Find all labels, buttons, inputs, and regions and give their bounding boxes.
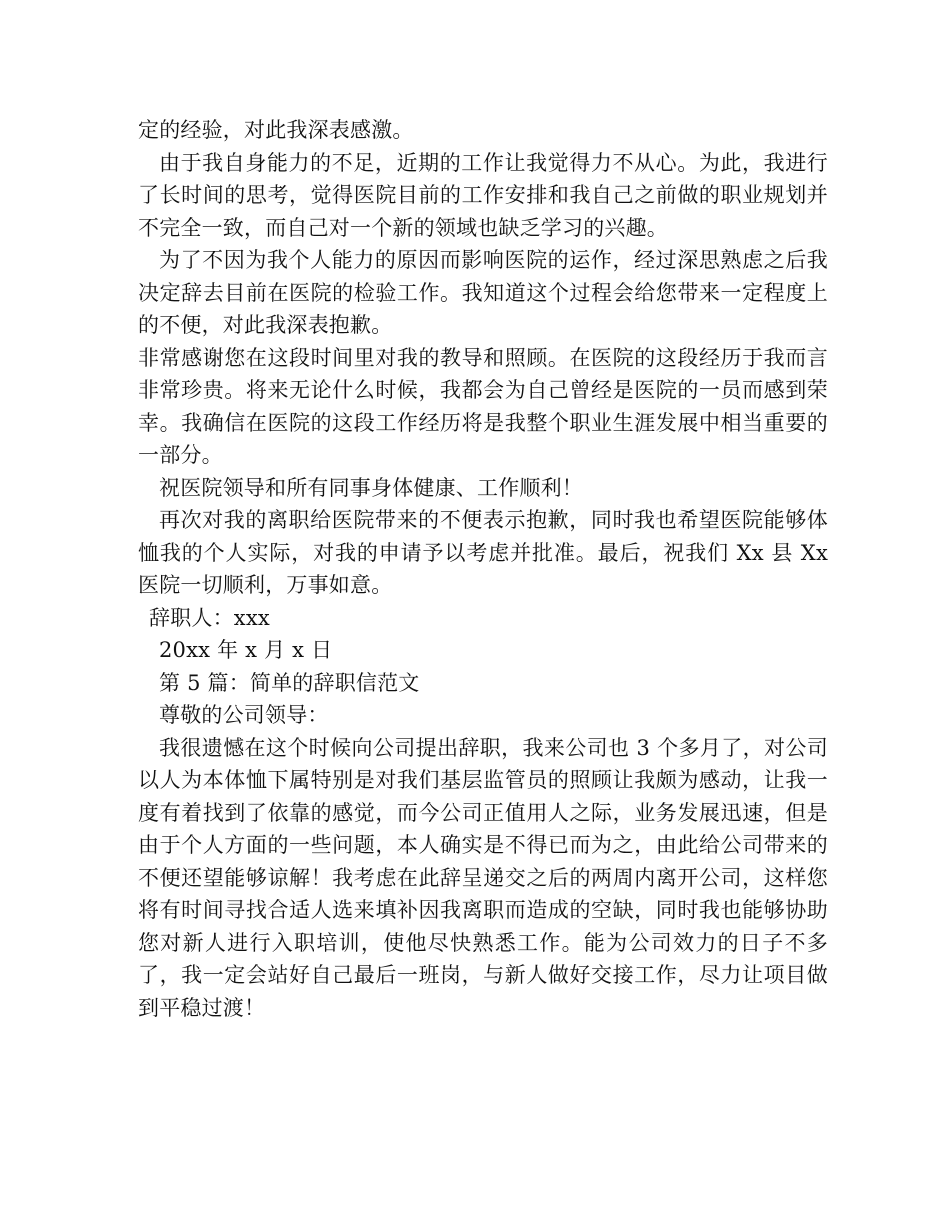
paragraph-wishes: 祝医院领导和所有同事身体健康、工作顺利！ bbox=[159, 475, 583, 500]
salutation: 尊敬的公司领导： bbox=[159, 703, 329, 727]
date-line: 20xx 年 x 月 x 日 bbox=[159, 638, 333, 662]
paragraph-apology: 再次对我的离职给医院带来的不便表示抱歉，同时我也希望医院能够体恤我的个人实际，对我的申请予以考虑并批准。最后，祝我们 Xx 县 Xx 医院一切顺利，万事如意。 bbox=[138, 508, 828, 597]
paragraph-gratitude-end: 定的经验，对此我深表感激。 bbox=[138, 118, 414, 142]
paragraph-reason: 由于我自身能力的不足，近期的工作让我觉得力不从心。为此，我进行了长时间的思考，觉得医院目前的工作安排和我自己之前做的职业规划并不完全一致，而自己对一个新的领域也缺乏学习的兴趣。 bbox=[138, 150, 828, 240]
paragraph-resignation-body: 我很遗憾在这个时候向公司提出辞职，我来公司也 3 个多月了，对公司以人为本体恤下属特别是对我们基层监管员的照顾让我颇为感动，让我一度有着找到了依靠的感觉，而今公司正值用人之际，业务发展迅速，但是由于个人方面的一些问题，本人确实是不得已而为之，由此给公司带来的不便还望能够谅解！我考虑在此辞呈递交之后的两周内离开公司，这样您将有时间寻找合适人选来填补因我离职而造成的空缺，同时我也能够协助您对新人进行入职培训，使他尽快熟悉工作。能为公司效力的日子不多了，我一定会站好自己最后一班岗，与新人做好交接工作，尽力让项目做到平稳过渡！ bbox=[138, 735, 828, 1020]
section-heading: 第 5 篇：简单的辞职信范文 bbox=[159, 670, 420, 695]
paragraph-thanks: 非常感谢您在这段时间里对我的教导和照顾。在医院的这段经历于我而言非常珍贵。将来无论什么时候，我都会为自己曾经是医院的一员而感到荣幸。我确信在医院的这段工作经历将是我整个职业生涯发展中相当重要的一部分。 bbox=[138, 345, 828, 467]
paragraph-decision: 为了不因为我个人能力的原因而影响医院的运作，经过深思熟虑之后我决定辞去目前在医院的检验工作。我知道这个过程会给您带来一定程度上的不便，对此我深表抱歉。 bbox=[138, 248, 828, 337]
signature-line: 辞职人：xxx bbox=[149, 605, 270, 630]
document-body bbox=[138, 114, 828, 1024]
